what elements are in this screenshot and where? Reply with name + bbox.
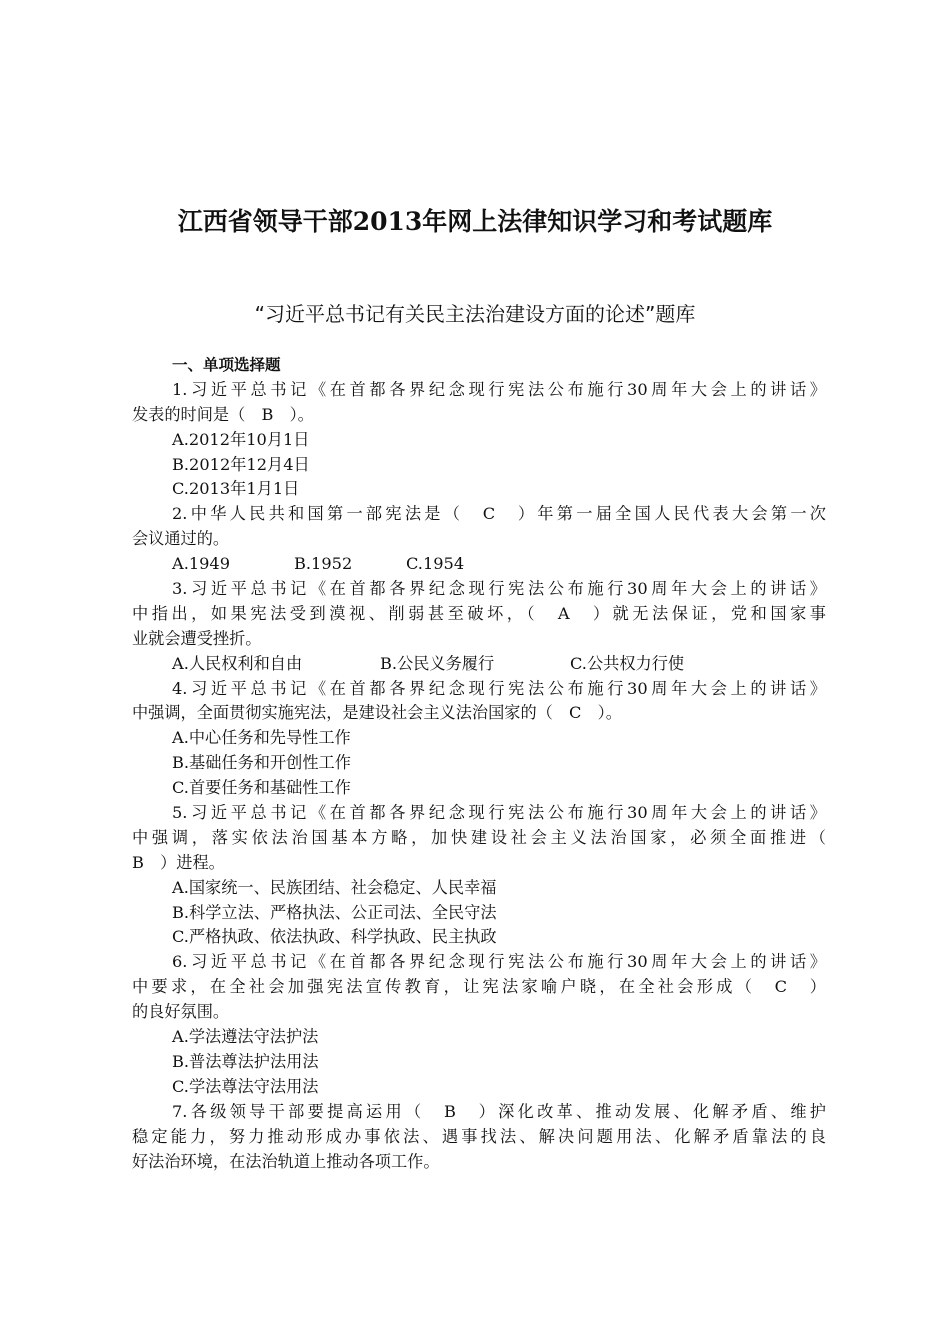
question-3-option-c: C.公共权力行使 bbox=[570, 653, 685, 673]
section-heading: 一、单项选择题 bbox=[172, 356, 281, 374]
question-7-line-2: 稳定能力，努力推动形成办事依法、遇事找法、解决问题用法、化解矛盾靠法的良 bbox=[132, 1126, 826, 1146]
document-body bbox=[132, 353, 826, 1174]
question-1-option-b: B.2012年12月4日 bbox=[172, 454, 310, 474]
question-6-line-1: 6.习近平总书记《在首都各界纪念现行宪法公布施行30周年大会上的讲话》 bbox=[172, 952, 826, 972]
question-bank-subtitle: “习近平总书记有关民主法治建设方面的论述”题库 bbox=[254, 302, 696, 326]
question-1-option-c: C.2013年1月1日 bbox=[172, 479, 300, 499]
question-3-option-a: A.人民权利和自由 bbox=[172, 653, 303, 673]
question-2-option-b: B.1952 bbox=[294, 554, 353, 574]
question-1-line-2: 发表的时间是（ B ）。 bbox=[132, 404, 314, 424]
question-4-option-a: A.中心任务和先导性工作 bbox=[172, 728, 351, 748]
question-5-line-2: 中强调，落实依法治国基本方略，加快建设社会主义法治国家，必须全面推进（ bbox=[132, 827, 826, 847]
question-6-line-3: 的良好氛围。 bbox=[132, 1002, 230, 1022]
question-4-line-1: 4.习近平总书记《在首都各界纪念现行宪法公布施行30周年大会上的讲话》 bbox=[172, 678, 826, 698]
question-6-option-c: C.学法尊法守法用法 bbox=[172, 1076, 319, 1096]
question-3-line-1: 3.习近平总书记《在首都各界纪念现行宪法公布施行30周年大会上的讲话》 bbox=[172, 579, 826, 599]
question-5-option-b: B.科学立法、严格执法、公正司法、全民守法 bbox=[172, 902, 497, 922]
question-2-line-2: 会议通过的。 bbox=[132, 529, 230, 549]
question-3-line-3: 业就会遭受挫折。 bbox=[132, 628, 262, 648]
question-2-option-c: C.1954 bbox=[406, 554, 465, 574]
question-1-line-1: 1.习近平总书记《在首都各界纪念现行宪法公布施行30周年大会上的讲话》 bbox=[172, 379, 826, 399]
question-1-option-a: A.2012年10月1日 bbox=[172, 429, 310, 449]
question-6-option-a: A.学法遵法守法护法 bbox=[172, 1027, 319, 1047]
question-6-option-b: B.普法尊法护法用法 bbox=[172, 1051, 319, 1071]
question-5-option-a: A.国家统一、民族团结、社会稳定、人民幸福 bbox=[172, 877, 497, 897]
question-3-option-b: B.公民义务履行 bbox=[380, 653, 495, 673]
question-7-line-3: 好法治环境，在法治轨道上推动各项工作。 bbox=[132, 1151, 440, 1171]
question-4-option-b: B.基础任务和开创性工作 bbox=[172, 753, 351, 773]
question-3-options bbox=[132, 652, 826, 677]
question-5-option-c: C.严格执政、依法执政、科学执政、民主执政 bbox=[172, 927, 497, 947]
question-5-line-1: 5.习近平总书记《在首都各界纪念现行宪法公布施行30周年大会上的讲话》 bbox=[172, 803, 826, 823]
question-7-line-1: 7.各级领导干部要提高运用（ B ）深化改革、推动发展、化解矛盾、维护 bbox=[172, 1101, 826, 1121]
document-title: 江西省领导干部2013年网上法律知识学习和考试题库 bbox=[177, 207, 773, 236]
question-5-line-3: B ）进程。 bbox=[132, 852, 225, 872]
question-6-line-2: 中要求，在全社会加强宪法宣传教育，让宪法家喻户晓，在全社会形成（ C ） bbox=[132, 977, 826, 997]
question-2-option-a: A.1949 bbox=[172, 554, 231, 574]
question-4-line-2: 中强调，全面贯彻实施宪法，是建设社会主义法治国家的（ C ）。 bbox=[132, 703, 622, 723]
question-2-line-1: 2.中华人民共和国第一部宪法是（ C ）年第一届全国人民代表大会第一次 bbox=[172, 504, 826, 524]
question-3-line-2: 中指出，如果宪法受到漠视、削弱甚至破坏，（ A ）就无法保证，党和国家事 bbox=[132, 603, 826, 623]
question-2-options bbox=[132, 552, 826, 577]
question-4-option-c: C.首要任务和基础性工作 bbox=[172, 778, 351, 798]
